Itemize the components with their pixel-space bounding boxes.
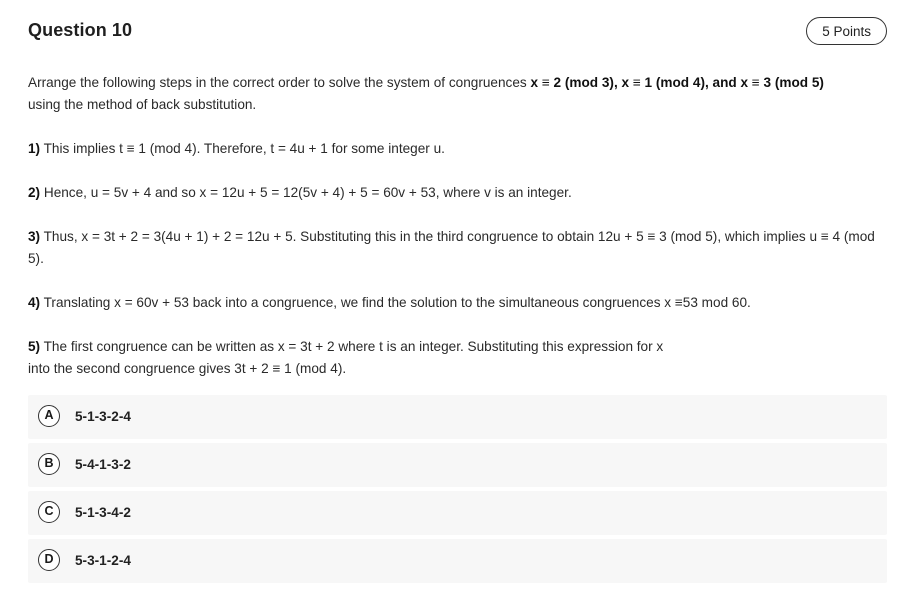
- option-d[interactable]: [28, 539, 887, 583]
- step-number: 4): [28, 295, 41, 310]
- question-title: Question 10: [28, 20, 133, 40]
- question-container: [28, 0, 887, 568]
- step-number: 5): [28, 339, 41, 354]
- step-text: Hence, u = 5v + 4 and so x = 12u + 5 = 12(5v + 4) + 5 = 60v + 53, where v is an integer.: [40, 185, 572, 200]
- answer-options: [28, 395, 887, 587]
- step-number: 3): [28, 229, 41, 244]
- prompt-outro: using the method of back substitution.: [28, 97, 257, 112]
- option-b[interactable]: [28, 443, 887, 487]
- question-prompt: [28, 72, 887, 116]
- step-5: [28, 336, 887, 380]
- option-text: 5-4-1-3-2: [75, 457, 131, 472]
- prompt-intro: Arrange the following steps in the correct order to solve the system of congruences: [28, 75, 531, 90]
- step-text-continued: into the second congruence gives 3t + 2 ≡ 1 (mod 4).: [28, 361, 347, 376]
- points-badge: 5 Points: [806, 17, 887, 45]
- option-text: 5-1-3-4-2: [75, 505, 131, 520]
- step-2: [28, 182, 887, 204]
- step-text: Thus, x = 3t + 2 = 3(4u + 1) + 2 = 12u + 5. Substituting this in the third congruence to obtain 12u + 5 ≡ 3 (mod 5), which implies u ≡ 4 (mod 5).: [28, 229, 875, 266]
- option-c[interactable]: [28, 491, 887, 535]
- step-text: Translating x = 60v + 53 back into a congruence, we find the solution to the simultaneous congruences x ≡53 mod 60.: [40, 295, 751, 310]
- option-letter-badge: B: [38, 453, 60, 475]
- step-number: 2): [28, 185, 41, 200]
- question-header: [28, 0, 887, 64]
- option-letter-badge: A: [38, 405, 60, 427]
- option-a[interactable]: [28, 395, 887, 439]
- step-text: This implies t ≡ 1 (mod 4). Therefore, t = 4u + 1 for some integer u.: [40, 141, 445, 156]
- option-text: 5-3-1-2-4: [75, 553, 131, 568]
- option-text: 5-1-3-2-4: [75, 409, 131, 424]
- step-number: 1): [28, 141, 41, 156]
- prompt-system: x ≡ 2 (mod 3), x ≡ 1 (mod 4), and x ≡ 3 (mod 5): [530, 75, 824, 90]
- step-1: [28, 138, 887, 160]
- step-text: The first congruence can be written as x = 3t + 2 where t is an integer. Substituting this expression for x: [40, 339, 664, 354]
- option-letter-badge: C: [38, 501, 60, 523]
- step-4: [28, 292, 887, 314]
- option-letter-badge: D: [38, 549, 60, 571]
- step-3: [28, 226, 887, 270]
